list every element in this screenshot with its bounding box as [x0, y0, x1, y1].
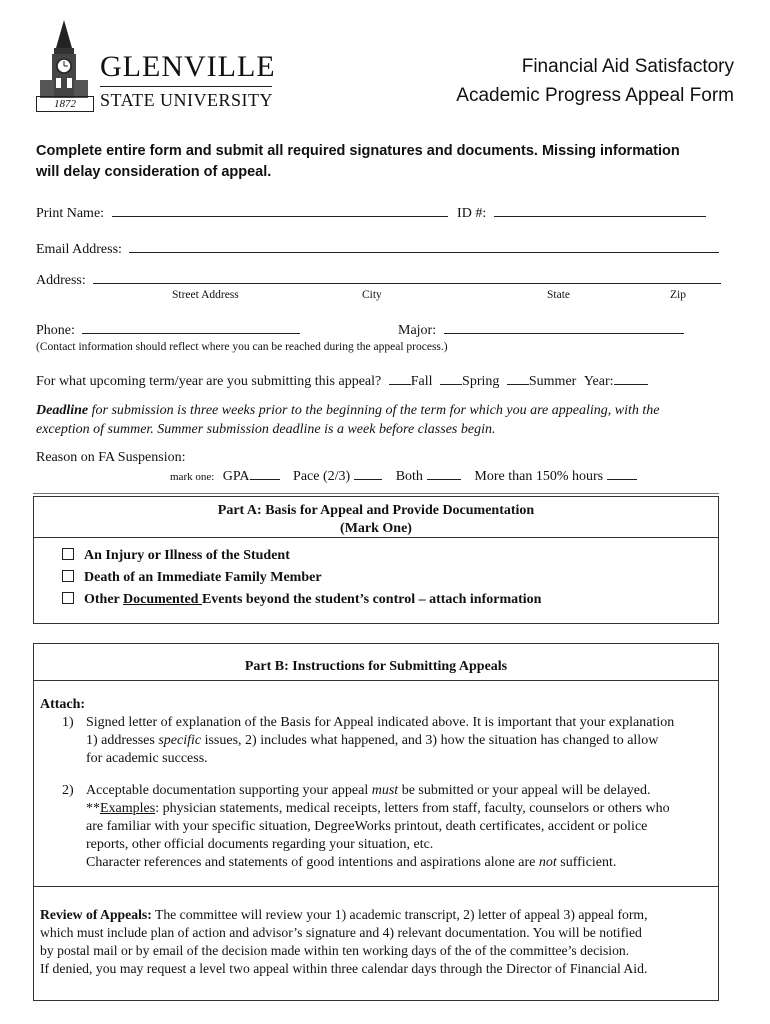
- form-title: Financial Aid Satisfactory Academic Progress Appeal Form: [456, 56, 734, 106]
- zip-label: Zip: [670, 289, 686, 301]
- major-field[interactable]: [444, 321, 684, 334]
- street-address-label: Street Address: [172, 289, 239, 301]
- review-of-appeals: Review of Appeals: The committee will review your 1) academic transcript, 2) letter of appeal 3) appeal form, which must include plan of action and advisor’s signature and 4) relevant documentation. You will be notified by postal mail or by email of the decision made within ten working days of the of the committee’s decision. If denied, you may request a level two appeal within three calendar days through the Director of Financial Aid.: [40, 907, 648, 976]
- injury-checkbox[interactable]: [62, 548, 74, 560]
- year-field[interactable]: [614, 372, 648, 385]
- more-hours-field[interactable]: [607, 467, 637, 480]
- pace-field[interactable]: [354, 467, 382, 480]
- logo-name-line1: GLENVILLE: [100, 50, 276, 83]
- other-checkbox[interactable]: [62, 592, 74, 604]
- gpa-field[interactable]: [250, 467, 280, 480]
- reason-options: mark one: GPA Pace (2/3) Both More than 150% hours: [170, 467, 637, 485]
- instruction-2: 2) Acceptable documentation supporting your appeal must be submitted or your appeal will be delayed. **Examples: physician statements, medical receipts, letters from staff, faculty, counselors or others who are familiar with your specific situation, DegreeWorks printout, death certificates, accident or police reports, other official documents regarding your situation, etc. Character references and statements of good intentions and aspirations alone are not sufficient.: [62, 783, 670, 870]
- summer-field[interactable]: [507, 372, 529, 385]
- address-field[interactable]: [93, 271, 721, 284]
- deadline-note: Deadline for submission is three weeks prior to the beginning of the term for which you are appealing, with the exception of summer. Summer submission deadline is a week before classes begin.: [36, 403, 660, 437]
- spring-field[interactable]: [440, 372, 462, 385]
- part-a-box: [33, 496, 719, 624]
- print-name-field[interactable]: [112, 204, 448, 217]
- phone-row: Phone:: [36, 321, 300, 339]
- instruction-1: 1) Signed letter of explanation of the Basis for Appeal indicated above. It is important that your explanation 1) addresses specific issues, 2) includes what happened, and 3) how the situation has changed to allow for academic success.: [62, 715, 675, 766]
- fall-field[interactable]: [389, 372, 411, 385]
- part-b-box: [33, 643, 719, 1001]
- both-field[interactable]: [427, 467, 461, 480]
- state-label: State: [547, 289, 570, 301]
- option-death: Death of an Immediate Family Member: [62, 567, 541, 589]
- id-field[interactable]: [494, 204, 706, 217]
- option-injury: An Injury or Illness of the Student: [62, 545, 541, 567]
- part-b-title: Part B: Instructions for Submitting Appeals: [244, 659, 508, 674]
- term-row: For what upcoming term/year are you submitting this appeal? Fall Spring Summer Year:: [36, 372, 648, 390]
- contact-note: (Contact information should reflect where you can be reached during the appeal process.): [36, 341, 448, 353]
- instructions: Complete entire form and submit all required signatures and documents. Missing information will delay consideration of appeal.: [36, 143, 680, 180]
- part-a-options: [62, 545, 541, 611]
- university-logo: [34, 18, 280, 114]
- reason-label: Reason on FA Suspension:: [36, 450, 186, 465]
- city-label: City: [362, 289, 382, 301]
- print-name-row: Print Name: ID #:: [36, 204, 706, 222]
- founding-year: 1872: [36, 96, 94, 112]
- part-a-title: Part A: Basis for Appeal and Provide Documentation (Mark One): [217, 503, 535, 536]
- address-row: Address:: [36, 271, 721, 289]
- email-field[interactable]: [129, 240, 719, 253]
- death-checkbox[interactable]: [62, 570, 74, 582]
- option-other: Other Documented Events beyond the student’s control – attach information: [62, 589, 541, 611]
- email-row: Email Address:: [36, 240, 719, 258]
- part-b-instructions: Attach: 1) Signed letter of explanation of the Basis for Appeal indicated above. It is important that your explanation 1) addresses specific issues, 2) includes what happened, and 3) how the situation has changed to allow for academic success. 2) Acceptable documentation supporting your appeal must be submitted or your appeal will be delayed. **Examples: physician statements, medical receipts, letters from staff, faculty, counselors or others who are familiar with your specific situation, DegreeWorks printout, death certificates, accident or police reports, other official documents regarding your situation, etc. Character references and statements of good intentions and aspirations alone are not sufficient.: [40, 696, 716, 872]
- major-row: Major:: [398, 321, 684, 339]
- logo-name-line2: STATE UNIVERSITY: [100, 90, 274, 110]
- phone-field[interactable]: [82, 321, 300, 334]
